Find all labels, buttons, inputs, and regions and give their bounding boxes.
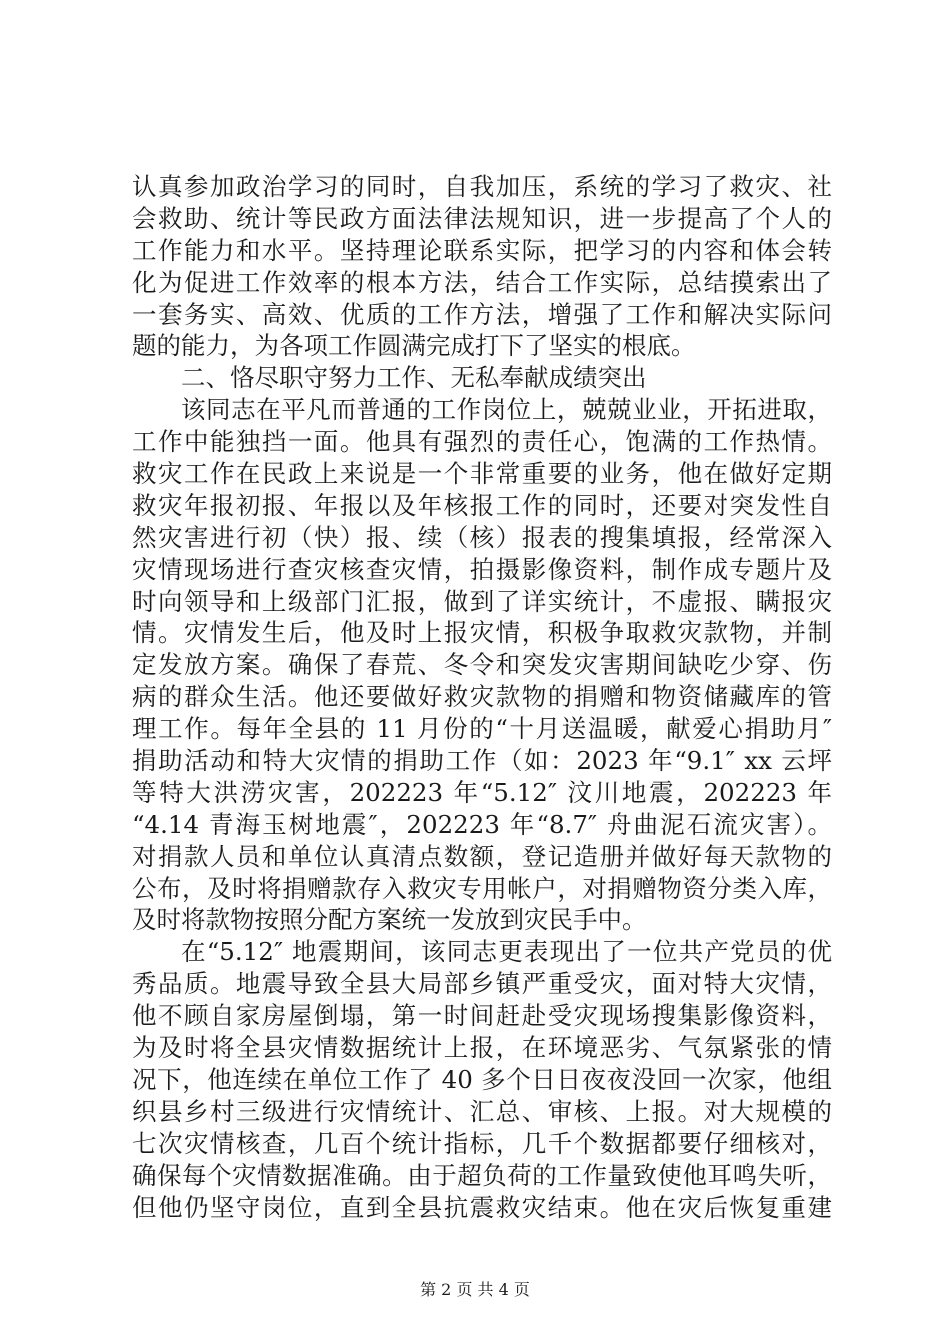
paragraph-earthquake	[132, 936, 832, 1223]
text-line: 他不顾自家房屋倒塌，第一时间赶赴受灾现场搜集影像资料，	[132, 1001, 832, 1031]
text-line: 捐助活动和特大灾情的捐助工作（如：2023 年“9.1″ xx 云坪	[132, 746, 832, 776]
document-body	[132, 171, 832, 1223]
text-line: 时向领导和上级部门汇报，做到了详实统计，不虚报、瞒报灾	[132, 586, 832, 616]
section-heading-text: 二、恪尽职守努力工作、无私奉献成绩突出	[181, 363, 647, 393]
text-line: 救灾年报初报、年报以及年核报工作的同时，还要对突发性自	[132, 490, 832, 520]
text-line: 定发放方案。确保了春荒、冬令和突发灾害期间缺吃少穿、伤	[132, 650, 832, 680]
text-line: 会救助、统计等民政方面法律法规知识，进一步提高了个人的	[132, 203, 832, 233]
text-line: 织县乡村三级进行灾情统计、汇总、审核、上报。对大规模的	[132, 1096, 832, 1126]
section-heading	[132, 362, 832, 394]
text-line: 化为促进工作效率的根本方法，结合工作实际，总结摸索出了	[132, 267, 832, 297]
text-line: 病的群众生活。他还要做好救灾款物的捐赠和物资储藏库的管	[132, 682, 832, 712]
text-line: 在“5.12″ 地震期间，该同志更表现出了一位共产党员的优	[181, 937, 832, 967]
text-line: 然灾害进行初（快）报、续（核）报表的搜集填报，经常深入	[132, 522, 832, 552]
text-line: 该同志在平凡而普通的工作岗位上，兢兢业业，开拓进取，	[181, 395, 832, 425]
text-line: 为及时将全县灾情数据统计上报，在环境恶劣、气氛紧张的情	[132, 1033, 832, 1063]
text-line: 公布，及时将捐赠款存入救灾专用帐户，对捐赠物资分类入库，	[132, 873, 832, 903]
paragraph-duties	[132, 394, 832, 936]
paragraph-study	[132, 171, 832, 362]
text-line: 但他仍坚守岗位，直到全县抗震救灾结束。他在灾后恢复重建	[132, 1192, 832, 1222]
text-line: 工作中能独挡一面。他具有强烈的责任心，饱满的工作热情。	[132, 427, 832, 457]
text-line: 对捐款人员和单位认真清点数额，登记造册并做好每天款物的	[132, 841, 832, 871]
text-line: 救灾工作在民政上来说是一个非常重要的业务，他在做好定期	[132, 459, 832, 489]
text-line: 七次灾情核查，几百个统计指标，几千个数据都要仔细核对，	[132, 1128, 832, 1158]
text-line: 况下，他连续在单位工作了 40 多个日日夜夜没回一次家，他组	[132, 1064, 832, 1094]
text-line: 一套务实、高效、优质的工作方法，增强了工作和解决实际问	[132, 299, 832, 329]
text-line: 情。灾情发生后，他及时上报灾情，积极争取救灾款物，并制	[132, 618, 832, 648]
text-line: 等特大洪涝灾害，202223 年“5.12″ 汶川地震，202223 年	[132, 777, 832, 807]
text-line: 及时将款物按照分配方案统一发放到灾民手中。	[132, 905, 647, 935]
text-line: 认真参加政治学习的同时，自我加压，系统的学习了救灾、社	[132, 172, 832, 201]
text-line: 题的能力，为各项工作圆满完成打下了坚实的根底。	[132, 331, 696, 361]
text-line: 确保每个灾情数据准确。由于超负荷的工作量致使他耳鸣失听，	[132, 1160, 832, 1190]
text-line: 理工作。每年全县的 11 月份的“十月送温暖，献爱心捐助月″	[132, 714, 832, 744]
text-line: “4.14 青海玉树地震″，202223 年“8.7″ 舟曲泥石流灾害）。	[132, 809, 832, 839]
text-line: 工作能力和水平。坚持理论联系实际，把学习的内容和体会转	[132, 235, 832, 265]
page-footer: 第 2 页 共 4 页	[420, 1280, 530, 1299]
text-line: 秀品质。地震导致全县大局部乡镇严重受灾，面对特大灾情，	[132, 969, 832, 999]
text-line: 灾情现场进行查灾核查灾情，拍摄影像资料，制作成专题片及	[132, 554, 832, 584]
